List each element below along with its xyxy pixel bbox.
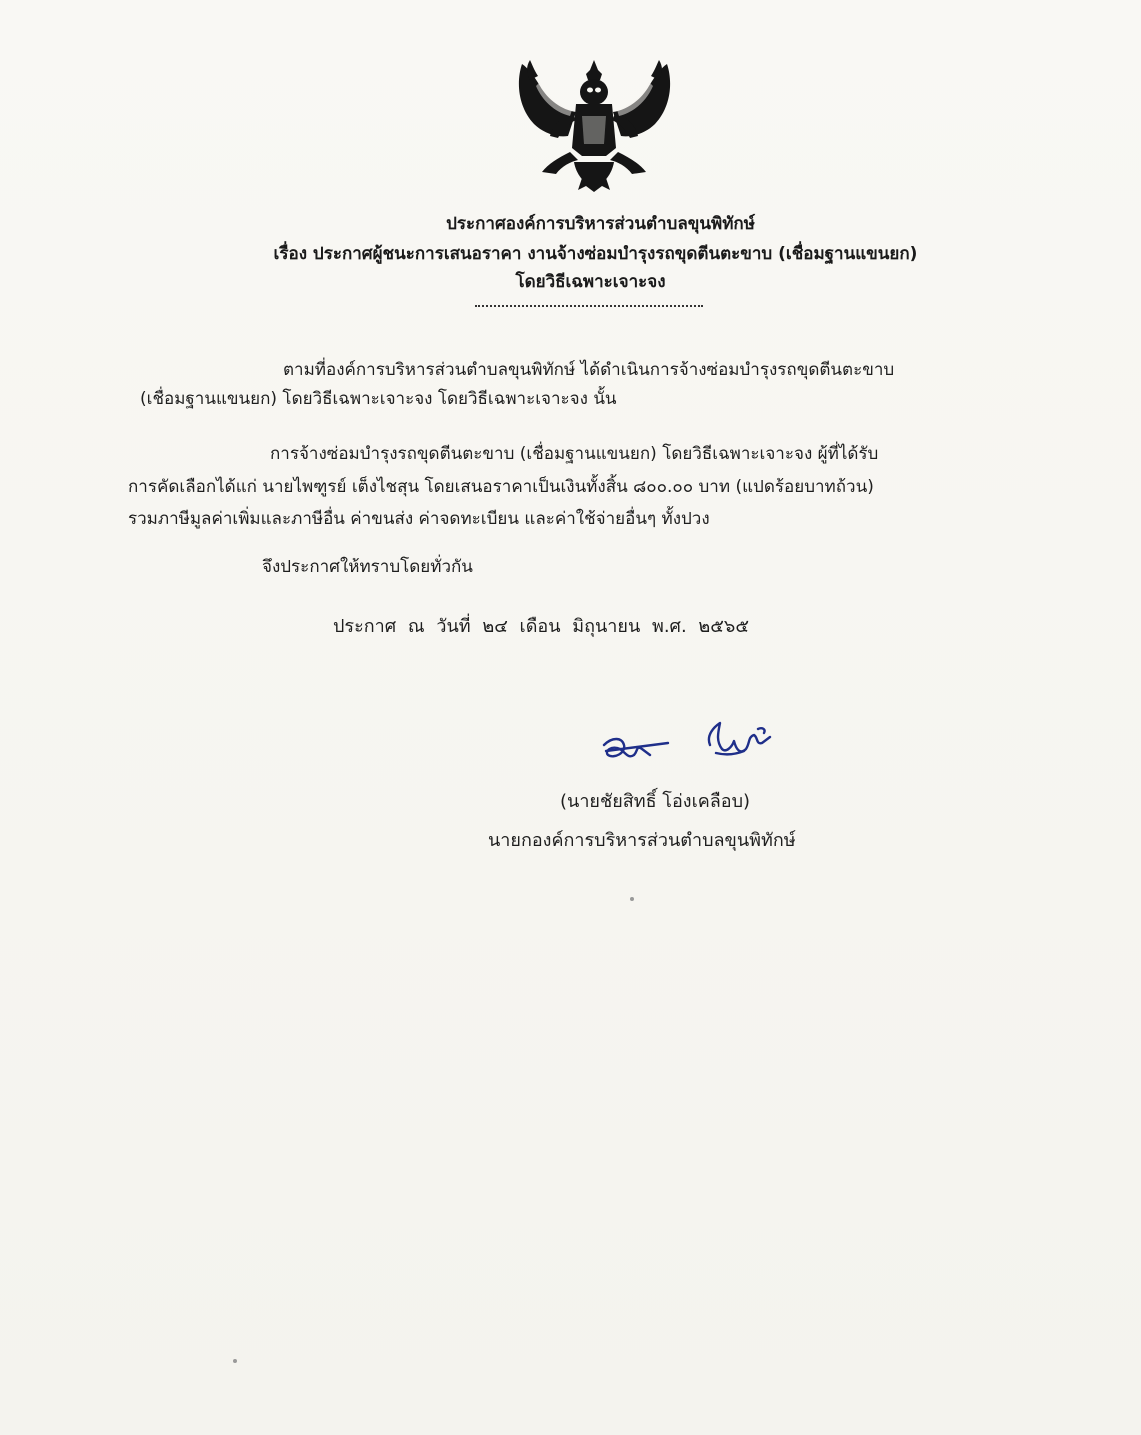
paper-speck bbox=[233, 1359, 237, 1363]
paragraph-1-line-1: ตามที่องค์การบริหารส่วนตำบลขุนพิทักษ์ ได้ดำเนินการจ้างซ่อมบำรุงรถขุดตีนตะขาบ bbox=[283, 360, 895, 380]
paragraph-3: จึงประกาศให้ทราบโดยทั่วกัน bbox=[262, 557, 473, 577]
signer-name: (นายชัยสิทธิ์ โอ่งเคลือบ) bbox=[560, 791, 751, 812]
announcement-subject: เรื่อง ประกาศผู้ชนะการเสนอราคา งานจ้างซ่อมบำรุงรถขุดตีนตะขาบ (เชื่อมฐานแขนยก) bbox=[273, 244, 918, 264]
announcement-method: โดยวิธีเฉพาะเจาะจง bbox=[515, 272, 666, 292]
paper-speck bbox=[630, 897, 634, 901]
announcement-title: ประกาศองค์การบริหารส่วนตำบลขุนพิทักษ์ bbox=[446, 214, 755, 234]
announcement-date: ประกาศ ณ วันที่ ๒๔ เดือน มิถุนายน พ.ศ. ๒๕๖๕ bbox=[333, 616, 749, 637]
paragraph-2-line-3: รวมภาษีมูลค่าเพิ่มและภาษีอื่น ค่าขนส่ง ค่าจดทะเบียน และค่าใช้จ่ายอื่นๆ ทั้งปวง bbox=[128, 509, 710, 529]
dotted-divider bbox=[475, 305, 703, 307]
garuda-emblem bbox=[512, 52, 677, 194]
paragraph-2-line-1: การจ้างซ่อมบำรุงรถขุดตีนตะขาบ (เชื่อมฐานแขนยก) โดยวิธีเฉพาะเจาะจง ผู้ที่ได้รับ bbox=[270, 444, 879, 464]
signer-title: นายกองค์การบริหารส่วนตำบลขุนพิทักษ์ bbox=[488, 830, 796, 851]
paragraph-1-line-2: (เชื่อมฐานแขนยก) โดยวิธีเฉพาะเจาะจง โดยวิธีเฉพาะเจาะจง นั้น bbox=[140, 389, 617, 409]
paragraph-2-line-2: การคัดเลือกได้แก่ นายไพฑูรย์ เต็งไชสุน โดยเสนอราคาเป็นเงินทั้งสิ้น ๘๐๐.๐๐ บาท (แปดร้อยบาทถ้วน) bbox=[128, 477, 874, 497]
handwritten-signature bbox=[598, 715, 783, 775]
